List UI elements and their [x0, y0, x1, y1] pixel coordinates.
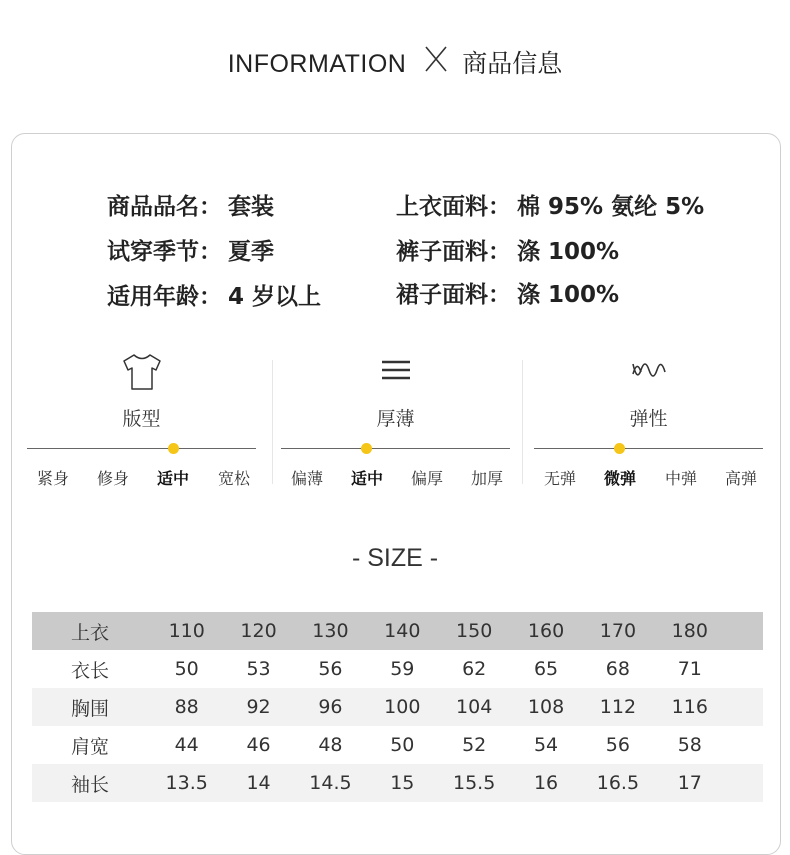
- info-item-top-fabric: [396, 188, 704, 221]
- table-header-cell: 110: [148, 612, 225, 650]
- table-cell: 88: [148, 688, 225, 726]
- option-label: 修身: [96, 469, 130, 488]
- table-cell: 48: [318, 734, 343, 756]
- table-cell: 50: [174, 658, 199, 680]
- stretch-icon: [534, 352, 763, 396]
- size-table: [32, 612, 763, 802]
- table-row: [32, 726, 763, 764]
- scale-line: [534, 448, 763, 449]
- size-title: - SIZE -: [351, 544, 439, 572]
- option-label: 加厚: [470, 469, 504, 488]
- attribute-title: 厚薄: [376, 408, 415, 430]
- scale-line: [281, 448, 510, 449]
- table-cell: 96: [292, 688, 369, 726]
- option-label-selected: 适中: [350, 469, 384, 488]
- table-cell-empty: [723, 688, 763, 726]
- scale-marker: [168, 443, 179, 454]
- option-label: 高弹: [724, 469, 758, 488]
- table-cell: 17: [657, 764, 723, 802]
- column-divider: [522, 360, 523, 484]
- table-cell: 116: [657, 688, 723, 726]
- table-row: [32, 688, 763, 726]
- table-cell: 56: [318, 658, 343, 680]
- scale-marker: [361, 443, 372, 454]
- table-cell: 100: [369, 688, 435, 726]
- scale-marker: [614, 443, 625, 454]
- info-label: 商品品名：: [107, 194, 222, 220]
- info-value: 涤 100%: [517, 282, 620, 308]
- section-header: [0, 44, 790, 82]
- header-title-cn: 商品信息: [462, 49, 563, 78]
- info-item-age: [107, 278, 321, 311]
- table-row: [32, 764, 763, 802]
- info-label: 裤子面料：: [396, 239, 511, 265]
- table-header-cell: 120: [225, 612, 291, 650]
- info-label: 上衣面料：: [396, 194, 511, 220]
- table-row-label: 胸围: [32, 688, 148, 726]
- table-cell: 50: [390, 734, 415, 756]
- attribute-title: 版型: [122, 408, 161, 430]
- table-cell: 16.5: [579, 764, 656, 802]
- info-value: 棉 95% 氨纶 5%: [517, 194, 705, 220]
- table-header-cell: 上衣: [32, 612, 148, 650]
- table-cell: 44: [174, 734, 199, 756]
- table-row-label: 肩宽: [70, 735, 109, 758]
- table-cell: 112: [579, 688, 656, 726]
- table-cell: 104: [435, 688, 512, 726]
- table-cell-empty: [723, 764, 763, 802]
- size-table-header: [32, 612, 763, 650]
- table-header-cell: 170: [579, 612, 656, 650]
- table-row-label: 衣长: [70, 659, 109, 682]
- option-label: 偏薄: [290, 469, 324, 488]
- header-title-en: INFORMATION: [227, 50, 407, 78]
- table-cell: 108: [513, 688, 579, 726]
- table-cell: 14.5: [292, 764, 369, 802]
- info-value: 套装: [228, 194, 274, 220]
- table-header-cell: 140: [369, 612, 435, 650]
- info-label: 适用年龄：: [107, 284, 222, 310]
- scale-line: [27, 448, 256, 449]
- info-label: 裙子面料：: [396, 282, 511, 308]
- table-cell-empty: [723, 612, 763, 650]
- attribute-fit: [27, 360, 256, 488]
- option-label: 宽松: [217, 469, 251, 488]
- table-cell: 58: [677, 734, 702, 756]
- tshirt-icon: [27, 352, 256, 396]
- info-value: 夏季: [228, 239, 274, 265]
- table-cell: 16: [513, 764, 579, 802]
- option-label-selected: 微弹: [603, 469, 637, 488]
- layers-icon: [281, 352, 510, 396]
- table-cell: 68: [605, 658, 630, 680]
- info-item-skirt-fabric: [396, 276, 619, 309]
- attribute-thickness: [281, 360, 510, 488]
- table-cell: 53: [246, 658, 271, 680]
- table-cell: 62: [462, 658, 487, 680]
- table-cell: 54: [533, 734, 559, 756]
- table-row: [32, 650, 763, 688]
- table-header-cell: 130: [292, 612, 369, 650]
- table-cell-empty: [723, 726, 763, 764]
- option-label: 偏厚: [410, 469, 444, 488]
- table-cell: 14: [225, 764, 291, 802]
- info-label: 试穿季节：: [107, 239, 222, 265]
- info-item-pants-fabric: [396, 233, 619, 266]
- table-cell: 65: [533, 658, 559, 680]
- table-cell: 52: [462, 734, 487, 756]
- table-cell: 46: [246, 734, 271, 756]
- option-label: 紧身: [36, 469, 70, 488]
- attribute-title: 弹性: [629, 408, 668, 430]
- table-cell: 92: [225, 688, 291, 726]
- option-label: 中弹: [664, 469, 698, 488]
- table-cell: 15: [369, 764, 435, 802]
- table-cell-empty: [723, 650, 763, 688]
- table-cell: 59: [390, 658, 415, 680]
- column-divider: [272, 360, 273, 484]
- table-header-cell: 150: [435, 612, 512, 650]
- table-cell: 15.5: [435, 764, 512, 802]
- info-item-name: [107, 188, 274, 221]
- table-row-label: 袖长: [32, 764, 148, 802]
- table-cell: 13.5: [148, 764, 225, 802]
- table-cell: 71: [677, 658, 702, 680]
- table-header-cell: 160: [513, 612, 579, 650]
- cross-icon: [424, 45, 448, 79]
- table-header-cell: 180: [657, 612, 723, 650]
- attribute-elasticity: [534, 360, 763, 488]
- option-label-selected: 适中: [156, 469, 190, 488]
- info-value: 4 岁以上: [228, 284, 322, 310]
- info-item-season: [107, 233, 274, 266]
- info-value: 涤 100%: [517, 239, 620, 265]
- table-cell: 56: [605, 734, 630, 756]
- option-label: 无弹: [543, 469, 577, 488]
